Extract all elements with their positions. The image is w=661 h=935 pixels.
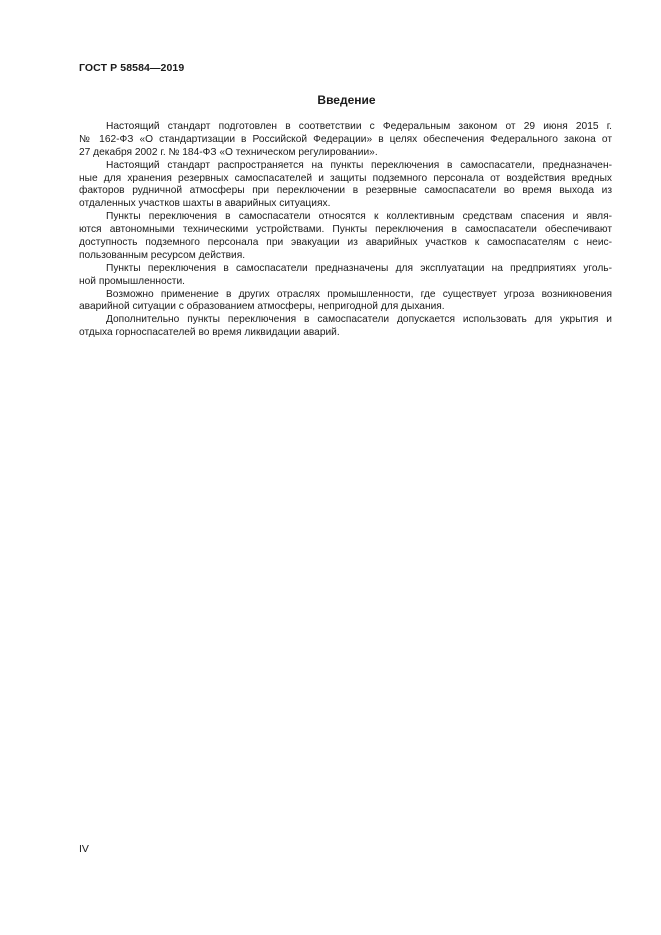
paragraph <box>79 289 612 315</box>
text-line: доступность подземного персонала при эвакуации из аварийных участков к самоспасателям с неис- <box>79 237 612 249</box>
text-line: отдыха горноспасателей во время ликвидации аварий. <box>79 327 340 339</box>
text-line: ные для хранения резервных самоспасателей и защиты подземного персонала от воздействия вредных <box>79 172 612 184</box>
text-line: Дополнительно пункты переключения в самоспасатели допускается использовать для укрытия и <box>106 314 612 326</box>
text-line: аварийной ситуации с образованием атмосферы, непригодной для дыхания. <box>79 301 445 313</box>
section-title: Введение <box>317 93 376 107</box>
text-line: Настоящий стандарт распространяется на пункты переключения в самоспасатели, предназначен- <box>106 159 612 171</box>
text-line: отдаленных участков шахты в аварийных ситуациях. <box>79 198 331 210</box>
text-line: ной промышленности. <box>79 275 185 287</box>
text-line: Пункты переключения в самоспасатели предназначены для эксплуатации на предприятиях уголь- <box>106 262 612 274</box>
document-header: ГОСТ Р 58584—2019 <box>79 62 185 74</box>
paragraph <box>79 263 612 289</box>
paragraph <box>79 314 612 340</box>
text-line: 27 декабря 2002 г. № 184-ФЗ «О техническом регулировании». <box>79 146 378 158</box>
text-line: Настоящий стандарт подготовлен в соответствии с Федеральным законом от 29 июня 2015 г. <box>106 121 612 132</box>
paragraph <box>79 211 612 263</box>
text-line: № 162-ФЗ «О стандартизации в Российской Федерации» в целях обеспечения Федерального закона от <box>79 133 612 145</box>
paragraph <box>79 121 612 160</box>
text-line: Пункты переключения в самоспасатели относятся к коллективным средствам спасения и явля- <box>106 211 612 223</box>
text-line: факторов рудничной атмосферы при переключении в резервные самоспасатели во время выхода из <box>79 185 612 197</box>
text-line: Возможно применение в других отраслях промышленности, где существует угроза возникновения <box>106 288 612 300</box>
text-line: пользованным ресурсом действия. <box>79 249 246 261</box>
text-line: ются автономными техническими устройствами. Пункты переключения в самоспасатели обеспечивают <box>79 224 612 236</box>
body-text <box>79 121 612 340</box>
paragraph <box>79 160 612 212</box>
page-number: IV <box>79 843 89 855</box>
